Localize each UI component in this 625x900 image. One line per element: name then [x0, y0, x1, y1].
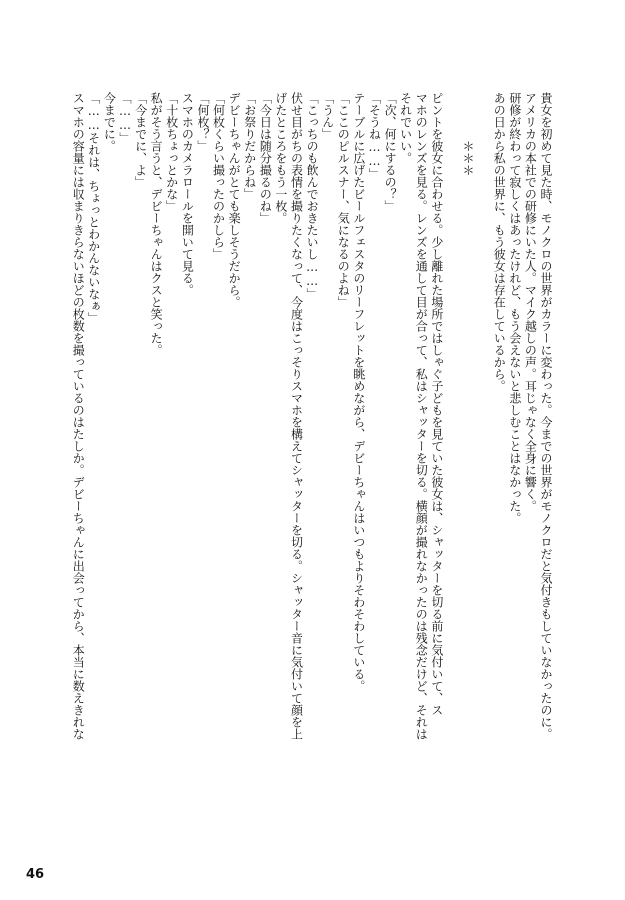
text-line: 「次、何にするの？」: [383, 92, 398, 212]
text-line: 今までに。: [102, 92, 117, 152]
text-line: 「今までに、よ」: [133, 92, 148, 188]
text-line: 私がそう言うと、デビーちゃんはクスと笑った。: [149, 92, 164, 356]
text-line: 「十枚ちょっとかな」: [164, 92, 179, 212]
page-number: 46: [26, 867, 45, 882]
blank-line: [475, 92, 491, 808]
text-line: 研修が終わって寂しくはあったけれど、もう会えないと悲しむことはなかった。: [507, 92, 522, 524]
text-line: スマホのカメラロールを開いて見る。: [180, 92, 195, 296]
text-line: 「……」: [117, 92, 132, 144]
text-line: 「うん」: [320, 92, 335, 140]
text-line: マホのレンズを見る。レンズを通して目が合って、私はシャッターを切る。横顔が撮れなかったのは残念だけど、それは: [414, 92, 429, 740]
text-line: 貴女を初めて見た時、モノクロの世界がカラーに変わった。今までの世界がモノクロだと気付きもしていなかったのに。: [539, 92, 553, 740]
text-line: あの日から私の世界に、もう彼女は存在しているから。: [492, 92, 507, 392]
text-line: 「何枚くらい撮ったのかしら」: [211, 92, 226, 260]
text-line: アメリカの本社での研修にいた人。マイク越しの声。耳じゃなく全身に響く。: [523, 92, 538, 512]
text-line: 「今日は随分撮るのね」: [258, 92, 273, 224]
blank-line: [444, 92, 460, 808]
vertical-text-body: [70, 92, 553, 808]
text-line: 「……それは、ちょっとわかんないなぁ」: [86, 92, 101, 324]
text-line: 「何枚？」: [195, 92, 210, 152]
text-line: 「ここのピルスナー、気になるのよね」: [336, 92, 351, 308]
text-line: 伏せ目がちの表情を撮りたくなって、今度はこっそりスマホを構えてシャッターを切る。シャッター音に気付いて顔を上: [289, 92, 304, 740]
text-line: 「こっちのも飲んでおきたいし……」: [305, 92, 320, 300]
text-line: それでいい。: [398, 92, 413, 164]
text-line: 「お祭りだからね」: [242, 92, 257, 200]
text-line: げたところをもう一枚。: [273, 92, 288, 224]
text-line: ＊＊＊: [461, 92, 476, 176]
text-line: ピントを彼女に合わせる。少し離れた場所ではしゃぐ子どもを見ていた彼女は、シャッターを切る前に気付いて、ス: [429, 92, 444, 716]
text-line: 「そうね……」: [367, 92, 382, 180]
text-line: テーブルに広げたビールフェスタのリーフレットを眺めながら、デビーちゃんはいつもよりそわそわしている。: [351, 92, 366, 692]
text-line: デビーちゃんがとても楽しそうだから。: [227, 92, 242, 308]
text-line: スマホの容量には収まりきらないほどの枚数を撮っているのはたしか。デビーちゃんに出会ってから、本当に数えきれな: [71, 92, 86, 740]
